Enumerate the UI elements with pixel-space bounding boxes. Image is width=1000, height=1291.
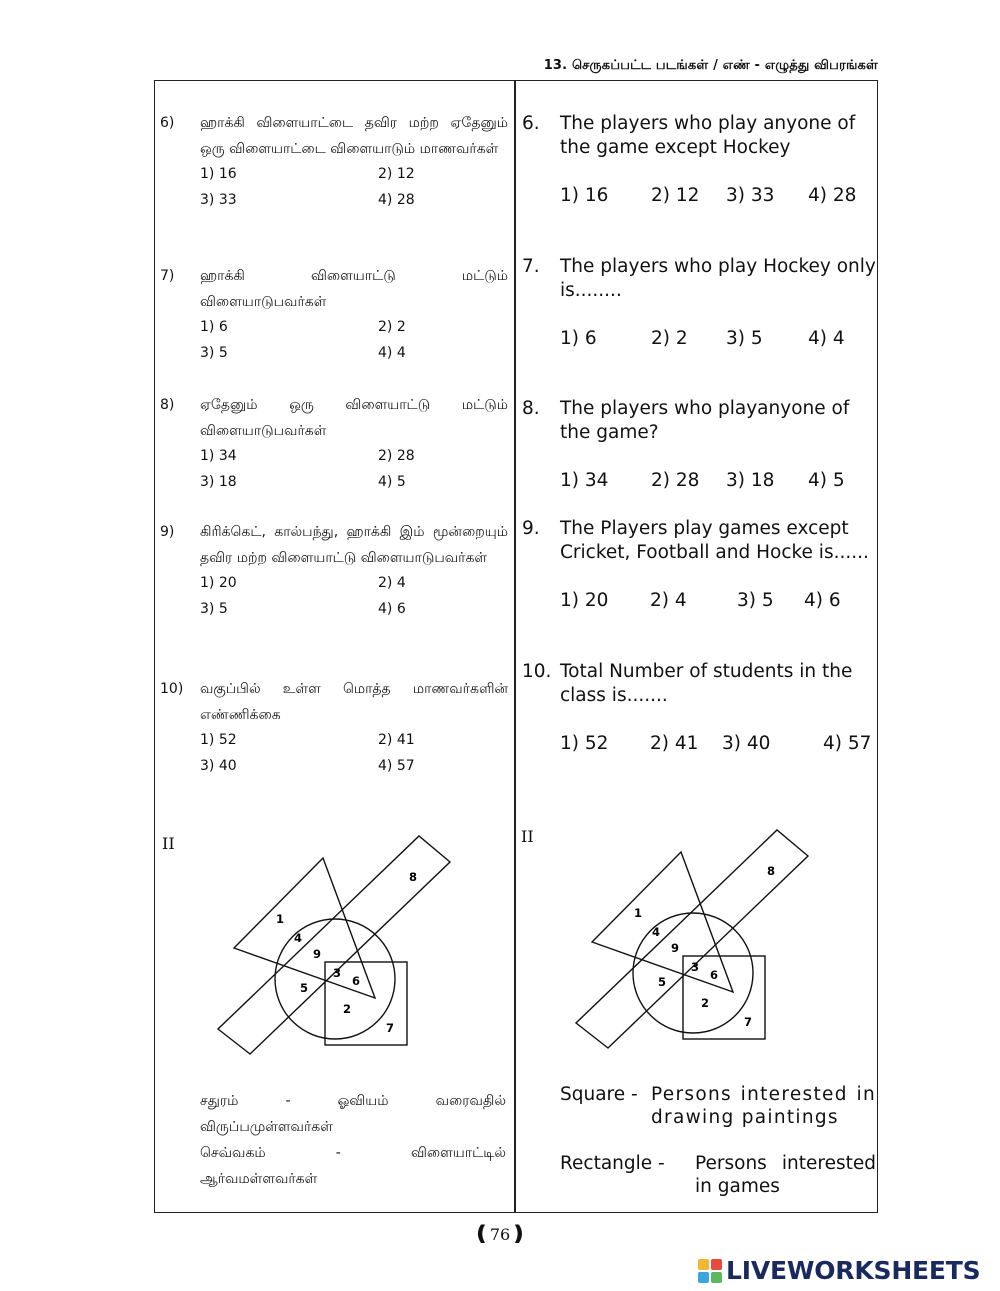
logo-tile xyxy=(698,1272,709,1283)
page-bracket-left: ❪ xyxy=(473,1221,490,1245)
region-label: 1 xyxy=(276,912,285,926)
option-4: 4) 5 xyxy=(808,470,845,491)
tamil-question-6 xyxy=(160,111,508,213)
venn-diagram-right xyxy=(568,820,818,1050)
legend-rect-term: செவ்வகம் xyxy=(200,1145,266,1161)
question-stem: கிரிக்கெட், கால்பந்து, ஹாக்கி இம் மூன்றையும் தவிர மற்ற விளையாட்டு விளையாடுபவர்கள் xyxy=(200,524,508,566)
region-label: 3 xyxy=(333,966,342,980)
options xyxy=(200,728,508,779)
question-stem: The Players play games except Cricket, Football and Hocke is...... xyxy=(560,518,869,563)
page-number-value: 76 xyxy=(489,1225,511,1244)
option-2: 2) 2 xyxy=(378,319,406,335)
region-label: 1 xyxy=(634,906,643,920)
question-stem: The players who play Hockey only is........ xyxy=(560,256,876,301)
question-stem: The players who playanyone of the game? xyxy=(560,398,850,443)
question-stem: The players who play anyone of the game except Hockey xyxy=(560,113,856,158)
option-1: 1) 20 xyxy=(200,575,237,591)
question-number: 7) xyxy=(160,268,175,284)
option-3: 3) 33 xyxy=(726,185,775,206)
page-number xyxy=(0,1221,1000,1245)
page-bracket-right: ❫ xyxy=(510,1221,527,1245)
legend-rect-desc: Persons interested in games xyxy=(695,1153,876,1197)
legend-square xyxy=(560,1083,876,1129)
rectangle-shape xyxy=(576,830,808,1048)
region-label: 2 xyxy=(701,996,710,1010)
option-3: 3) 5 xyxy=(737,590,774,611)
region-label: 5 xyxy=(658,975,667,989)
section-numeral-right: II xyxy=(521,827,534,846)
brand-name: LIVEWORKSHEETS xyxy=(726,1256,981,1285)
english-question-6 xyxy=(520,112,876,208)
option-1: 1) 52 xyxy=(200,732,237,748)
english-question-7 xyxy=(520,255,876,351)
question-stem: Total Number of students in the class is....... xyxy=(560,661,853,706)
tamil-question-8 xyxy=(160,393,508,495)
legend-rectangle xyxy=(560,1152,876,1198)
option-1: 1) 34 xyxy=(560,470,609,491)
rectangle-shape xyxy=(218,836,450,1054)
logo-tile xyxy=(711,1272,722,1283)
region-label: 6 xyxy=(352,974,361,988)
region-label: 9 xyxy=(671,941,680,955)
option-1: 1) 6 xyxy=(560,328,597,349)
option-3: 3) 18 xyxy=(200,473,237,490)
option-2: 2) 4 xyxy=(650,590,687,611)
region-label: 9 xyxy=(313,947,322,961)
tamil-question-9 xyxy=(160,520,508,622)
question-stem: ஹாக்கி விளையாட்டை தவிர மற்ற ஏதேனும் ஒரு விளையாட்டை விளையாடும் மாணவர்கள் xyxy=(200,115,508,157)
option-4: 4) 28 xyxy=(378,191,415,208)
legend-square-term: சதுரம் xyxy=(200,1093,239,1109)
options xyxy=(200,444,508,495)
header-title: 13. செருகப்பட்ட படங்கள் / எண் - எழுத்து விபரங்கள் xyxy=(543,58,878,73)
region-label: 3 xyxy=(691,960,700,974)
question-stem: ஹாக்கி விளையாட்டு மட்டும் விளையாடுபவர்கள் xyxy=(200,268,508,310)
legend-rect-word: விளையாட்டில் xyxy=(410,1145,506,1161)
option-4: 4) 28 xyxy=(808,185,857,206)
region-label: 8 xyxy=(409,870,418,884)
question-number: 10. xyxy=(522,661,552,682)
tamil-question-10 xyxy=(160,677,508,779)
options xyxy=(560,589,876,613)
legend-dash: - xyxy=(335,1145,341,1161)
option-1: 1) 16 xyxy=(560,185,609,206)
option-1: 1) 52 xyxy=(560,733,609,754)
options xyxy=(560,732,876,756)
legend-square-line xyxy=(200,1089,506,1115)
english-question-10 xyxy=(520,660,876,756)
option-3: 3) 5 xyxy=(726,328,763,349)
options xyxy=(200,571,508,622)
legend-square-label: Square - xyxy=(560,1084,638,1105)
region-label: 5 xyxy=(300,981,309,995)
question-number: 6) xyxy=(160,115,175,131)
options xyxy=(560,469,876,493)
question-stem: ஏதேனும் ஒரு விளையாட்டு மட்டும் விளையாடுபவர்கள் xyxy=(200,397,508,439)
option-2: 2) 28 xyxy=(378,448,415,464)
logo-tile xyxy=(711,1259,722,1270)
options xyxy=(560,327,876,351)
tamil-legend xyxy=(200,1089,506,1192)
question-number: 7. xyxy=(522,256,540,277)
option-2: 2) 41 xyxy=(650,733,699,754)
option-3: 3) 18 xyxy=(726,470,775,491)
option-1: 1) 6 xyxy=(200,319,228,335)
region-label: 6 xyxy=(710,968,719,982)
legend-rect-line-2: ஆர்வமள்ளவர்கள் xyxy=(200,1170,318,1187)
options xyxy=(560,184,876,208)
question-number: 8. xyxy=(522,398,540,419)
options xyxy=(200,315,508,366)
legend-rect-label: Rectangle - xyxy=(560,1153,665,1174)
question-number: 9. xyxy=(522,518,540,539)
legend-square-desc: Persons interested in drawing paintings xyxy=(651,1084,876,1128)
question-number: 10) xyxy=(160,681,184,697)
region-label: 2 xyxy=(343,1002,352,1016)
option-2: 2) 4 xyxy=(378,575,406,591)
options xyxy=(200,162,508,213)
option-2: 2) 12 xyxy=(651,185,700,206)
option-4: 4) 57 xyxy=(378,757,415,774)
option-3: 3) 5 xyxy=(200,344,228,361)
option-2: 2) 28 xyxy=(651,470,700,491)
legend-rect-line xyxy=(200,1141,506,1167)
question-number: 9) xyxy=(160,524,175,540)
option-1: 1) 34 xyxy=(200,448,237,464)
region-label: 7 xyxy=(744,1015,753,1029)
region-label: 4 xyxy=(294,931,303,945)
venn-diagram-left xyxy=(210,826,460,1056)
legend-square-line-2: விருப்பமுள்ளவர்கள் xyxy=(200,1118,333,1135)
logo-tile xyxy=(698,1259,709,1270)
legend-square-word: வரைவதில் xyxy=(435,1093,506,1109)
option-2: 2) 12 xyxy=(378,166,415,182)
option-4: 4) 5 xyxy=(378,473,406,490)
tamil-question-7 xyxy=(160,264,508,366)
option-3: 3) 40 xyxy=(200,757,237,774)
question-number: 6. xyxy=(522,113,540,134)
region-label: 8 xyxy=(767,864,776,878)
liveworksheets-logo-icon xyxy=(698,1259,722,1283)
option-3: 3) 33 xyxy=(200,191,237,208)
option-1: 1) 16 xyxy=(200,166,237,182)
option-4: 4) 6 xyxy=(378,600,406,617)
question-stem: வகுப்பில் உள்ள மொத்த மாணவர்களின் எண்ணிக்கை xyxy=(200,681,508,723)
option-4: 4) 4 xyxy=(808,328,845,349)
english-legend xyxy=(560,1083,876,1198)
option-4: 4) 6 xyxy=(804,590,841,611)
option-3: 3) 40 xyxy=(722,733,771,754)
option-2: 2) 41 xyxy=(378,732,415,748)
region-label: 4 xyxy=(652,925,661,939)
option-1: 1) 20 xyxy=(560,590,609,611)
legend-dash: - xyxy=(285,1093,291,1109)
column-divider xyxy=(514,80,516,1213)
option-3: 3) 5 xyxy=(200,600,228,617)
section-numeral-left: II xyxy=(162,834,175,853)
option-4: 4) 57 xyxy=(823,733,872,754)
option-4: 4) 4 xyxy=(378,344,406,361)
legend-square-word: ஓவியம் xyxy=(337,1093,389,1109)
english-question-9 xyxy=(520,517,876,613)
region-label: 7 xyxy=(386,1021,395,1035)
question-number: 8) xyxy=(160,397,175,413)
option-2: 2) 2 xyxy=(651,328,688,349)
liveworksheets-brand xyxy=(698,1256,980,1285)
english-question-8 xyxy=(520,397,876,493)
